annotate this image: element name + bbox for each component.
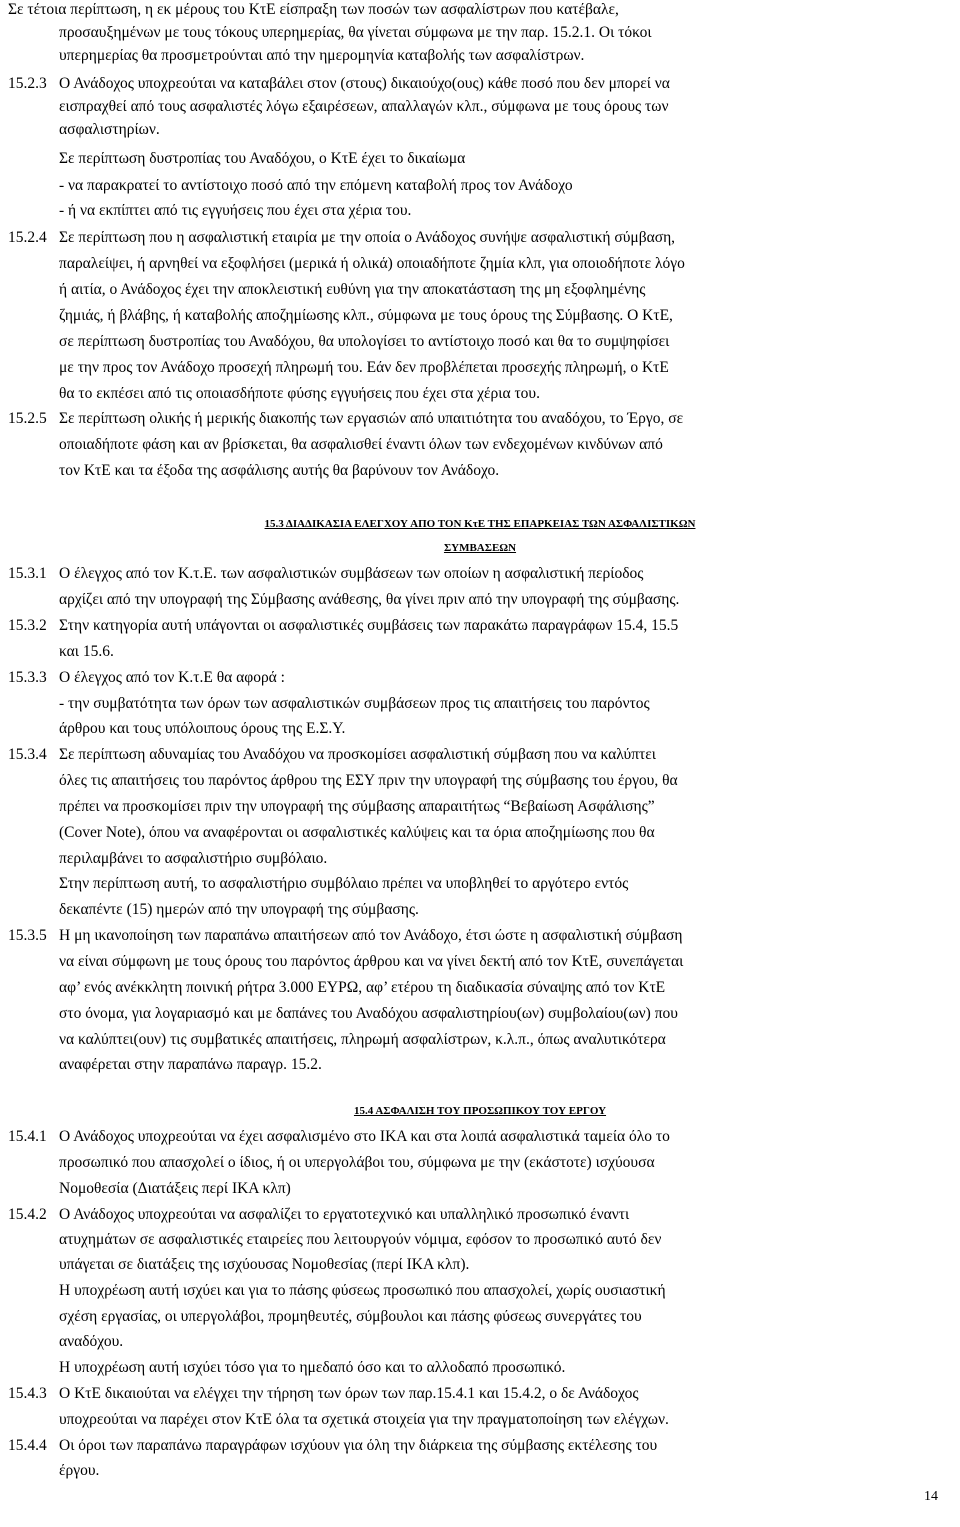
paragraph-line: αφ’ ενός ανέκκλητη ποινική ρήτρα 3.000 ΕΥΡΩ, αφ’ ετέρου τη διαδικασία σύναψης από τον ΚτΕ [59, 979, 666, 996]
clause-number: 15.4.2 [8, 1206, 47, 1223]
paragraph-line: Στην περίπτωση αυτή, το ασφαλιστήριο συμβόλαιο πρέπει να υποβληθεί το αργότερο εντός [59, 875, 629, 892]
paragraph-line: να καλύπτει(ουν) τις συμβατικές απαιτήσεις, πληρωμή ασφαλίστρων, κ.λ.π., όπως αναλυτικότερα [59, 1031, 666, 1048]
paragraph-line: ή αιτία, ο Ανάδοχος έχει την αποκλειστική ευθύνη για την αποκατάσταση της μη εξοφλημένης [59, 281, 646, 298]
paragraph-line: δεκαπέντε (15) ημερών από την υπογραφή της σύμβασης. [59, 901, 419, 918]
paragraph-line: περιλαμβάνει το ασφαλιστήριο συμβόλαιο. [59, 850, 328, 867]
clause-number: 15.2.5 [8, 410, 47, 427]
paragraph-line: - την συμβατότητα των όρων των ασφαλιστικών συμβάσεων προς τις απαιτήσεις του παρόντος [59, 695, 650, 712]
section-heading-continuation: ΣΥΜΒΑΣΕΩΝ [443, 542, 517, 554]
clause-number: 15.2.4 [8, 229, 47, 246]
paragraph-line: προσωπικό που απασχολεί ο ίδιος, ή οι υπεργολάβοι του, σύμφωνα με την (εκάστοτε) ισχύουσα [59, 1154, 655, 1171]
paragraph-line: παραλείψει, ή αρνηθεί να εξοφλήσει (μερικά ή ολικά) οποιαδήποτε ζημία κλπ, για οποιοδήποτε λόγο [59, 255, 685, 272]
paragraph-line: όλες τις απαιτήσεις του παρόντος άρθρου της ΕΣΥ πριν την υπογραφή της σύμβασης του έργου, θα [59, 772, 678, 789]
paragraph-line: με την προς τον Ανάδοχο προσεχή πληρωμή του. Εάν δεν προβλέπεται προσεχής πληρωμή, ο ΚτΕ [59, 359, 669, 376]
clause-number: 15.4.3 [8, 1385, 47, 1402]
paragraph-line: τον ΚτΕ και τα έξοδα της ασφάλισης αυτής θα βαρύνουν τον Ανάδοχο. [59, 462, 500, 479]
paragraph-line: Ο Ανάδοχος υποχρεούται να έχει ασφαλισμένο στο ΙΚΑ και στα λοιπά ασφαλιστικά ταμεία όλο το [59, 1128, 670, 1145]
paragraph-line: σε περίπτωση δυστροπίας του Αναδόχου, θα υπολογίσει το αντίστοιχο ποσό και θα το συμψηφίσει [59, 333, 670, 350]
page-number: 14 [924, 1489, 938, 1504]
paragraph-line: Ο έλεγχος από τον Κ.τ.Ε. των ασφαλιστικών συμβάσεων των οποίων η ασφαλιστική περίοδος [59, 565, 644, 582]
paragraph-line: Σε περίπτωση δυστροπίας του Αναδόχου, ο ΚτΕ έχει το δικαίωμα [59, 150, 466, 167]
clause-number: 15.3.4 [8, 746, 47, 763]
clause-number: 15.2.3 [8, 75, 47, 92]
paragraph-line: πρέπει να προσκομίσει πριν την υπογραφή της σύμβασης απαραιτήτως “Βεβαίωση Ασφάλισης” [59, 798, 655, 815]
paragraph-line: ατυχημάτων σε ασφαλιστικές εταιρείες που λειτουργούν νόμιμα, εφόσον το προσωπικό αυτό δεν [59, 1231, 662, 1248]
paragraph-line: Στην κατηγορία αυτή υπάγονται οι ασφαλιστικές συμβάσεις των παρακάτω παραγράφων 15.4, 15.5 [59, 617, 679, 634]
paragraph-line: - να παρακρατεί το αντίστοιχο ποσό από την επόμενη καταβολή προς τον Ανάδοχο [59, 177, 573, 194]
clause-number: 15.3.5 [8, 927, 47, 944]
paragraph-line: θα το εκπέσει από τις οποιασδήποτε φύσης εγγυήσεις που έχει στα χέρια του. [59, 385, 540, 402]
paragraph-line: οποιαδήποτε φάση και αν βρίσκεται, θα ασφαλισθεί έναντι όλων των ενδεχομένων κινδύνων από [59, 436, 663, 453]
paragraph-line: υποχρεούται να παρέχει στον ΚτΕ όλα τα σχετικά στοιχεία για την πραγματοποίηση των ελέγχων. [59, 1411, 669, 1428]
paragraph-line: σχέση εργασίας, οι υπεργολάβοι, προμηθευτές, σύμβουλοι και πάσης φύσεως συνεργάτες του [59, 1308, 642, 1325]
paragraph-line: άρθρου και τους υπόλοιπους όρους της Ε.Σ.Υ. [59, 720, 346, 737]
paragraph-line: υπάγεται σε διατάξεις της ισχύουσας Νομοθεσίας (περί ΙΚΑ κλπ). [59, 1256, 470, 1273]
paragraph-line: στο όνομα, για λογαριασμό και με δαπάνες του Αναδόχου ασφαλιστηρίου(ων) συμβολαίου(ων) που [59, 1005, 678, 1022]
paragraph-line: Ο έλεγχος από τον Κ.τ.Ε θα αφορά : [59, 669, 285, 686]
section-heading: 15.4 ΑΣΦΑΛΙΣΗ ΤΟΥ ΠΡΟΣΩΠΙΚΟΥ ΤΟΥ ΕΡΓΟΥ [353, 1105, 607, 1117]
clause-number: 15.3.3 [8, 669, 47, 686]
paragraph-line: Οι όροι των παραπάνω παραγράφων ισχύουν για όλη την διάρκεια της σύμβασης εκτέλεσης του [59, 1437, 658, 1454]
paragraph-line: ασφαλιστηρίων. [59, 121, 160, 138]
paragraph-line: να είναι σύμφωνη με τους όρους του παρόντος άρθρου και να γίνει δεκτή από τον ΚτΕ, συνεπάγεται [59, 953, 684, 970]
paragraph-line: αναδόχου. [59, 1333, 124, 1350]
paragraph-line: Ο ΚτΕ δικαιούται να ελέγχει την τήρηση των όρων των παρ.15.4.1 και 15.4.2, ο δε Ανάδοχος [59, 1385, 639, 1402]
paragraph-line: και 15.6. [59, 643, 114, 660]
paragraph-line: Σε περίπτωση ολικής ή μερικής διακοπής των εργασιών από υπαιτιότητα του αναδόχου, το Έργο, σε [59, 410, 684, 427]
paragraph-line: εισπραχθεί από τους ασφαλιστές λόγω εξαιρέσεων, απαλλαγών κλπ., σύμφωνα με τους όρους των [59, 98, 669, 115]
clause-number: 15.3.2 [8, 617, 47, 634]
paragraph-line: - ή να εκπίπτει από τις εγγυήσεις που έχει στα χέρια του. [59, 202, 412, 219]
paragraph-line: (Cover Note), όπου να αναφέρονται οι ασφαλιστικές καλύψεις και τα όρια αποζημίωσης που θα [59, 824, 655, 841]
paragraph-line: υπερημερίας θα προσμετρούνται από την ημερομηνία καταβολής των ασφαλίστρων. [59, 47, 585, 64]
paragraph-line: προσαυξημένων με τους τόκους υπερημερίας, θα γίνεται σύμφωνα με την παρ. 15.2.1. Οι τόκοι [59, 24, 652, 41]
clause-number: 15.3.1 [8, 565, 47, 582]
section-heading: 15.3 ΔΙΑΔΙΚΑΣΙΑ ΕΛΕΓΧΟΥ ΑΠΟ ΤΟΝ ΚτΕ ΤΗΣ ΕΠΑΡΚΕΙΑΣ ΤΩΝ ΑΣΦΑΛΙΣΤΙΚΩΝ [264, 518, 696, 530]
paragraph-line: Η υποχρέωση αυτή ισχύει τόσο για το ημεδαπό όσο και το αλλοδαπό προσωπικό. [59, 1359, 566, 1376]
paragraph-line: Νομοθεσία (Διατάξεις περί ΙΚΑ κλπ) [59, 1180, 291, 1197]
paragraph-line: Σε περίπτωση που η ασφαλιστική εταιρία με την οποία ο Ανάδοχος συνήψε ασφαλιστική σύμβαση, [59, 229, 676, 246]
paragraph-line: Ο Ανάδοχος υποχρεούται να ασφαλίζει το εργατοτεχνικό και υπαλληλικό προσωπικό έναντι [59, 1206, 630, 1223]
paragraph-line: Η μη ικανοποίηση των παραπάνω απαιτήσεων από τον Ανάδοχο, έτσι ώστε η ασφαλιστική σύμβαση [59, 927, 683, 944]
paragraph-line: αναφέρεται στην παραπάνω παραγρ. 15.2. [59, 1056, 322, 1073]
paragraph-line: ζημιάς, ή βλάβης, ή καταβολής αποζημίωσης κλπ., σύμφωνα με τους όρους της Σύμβασης. Ο ΚτΕ, [59, 307, 673, 324]
paragraph-line: αρχίζει από την υπογραφή της Σύμβασης ανάθεσης, θα γίνει πριν από την υπογραφή της σύμβασης. [59, 591, 680, 608]
paragraph-line: Σε τέτοια περίπτωση, η εκ μέρους του ΚτΕ είσπραξη των ποσών των ασφαλίστρων που κατέβαλε, [8, 1, 619, 18]
clause-number: 15.4.1 [8, 1128, 47, 1145]
paragraph-line: Σε περίπτωση αδυναμίας του Αναδόχου να προσκομίσει ασφαλιστική σύμβαση που να καλύπτει [59, 746, 656, 763]
paragraph-line: Ο Ανάδοχος υποχρεούται να καταβάλει στον (στους) δικαιούχο(ους) κάθε ποσό που δεν μπορεί να [59, 75, 670, 92]
paragraph-line: έργου. [59, 1462, 100, 1479]
clause-number: 15.4.4 [8, 1437, 47, 1454]
paragraph-line: Η υποχρέωση αυτή ισχύει και για το πάσης φύσεως προσωπικό που απασχολεί, χωρίς ουσιαστική [59, 1282, 666, 1299]
